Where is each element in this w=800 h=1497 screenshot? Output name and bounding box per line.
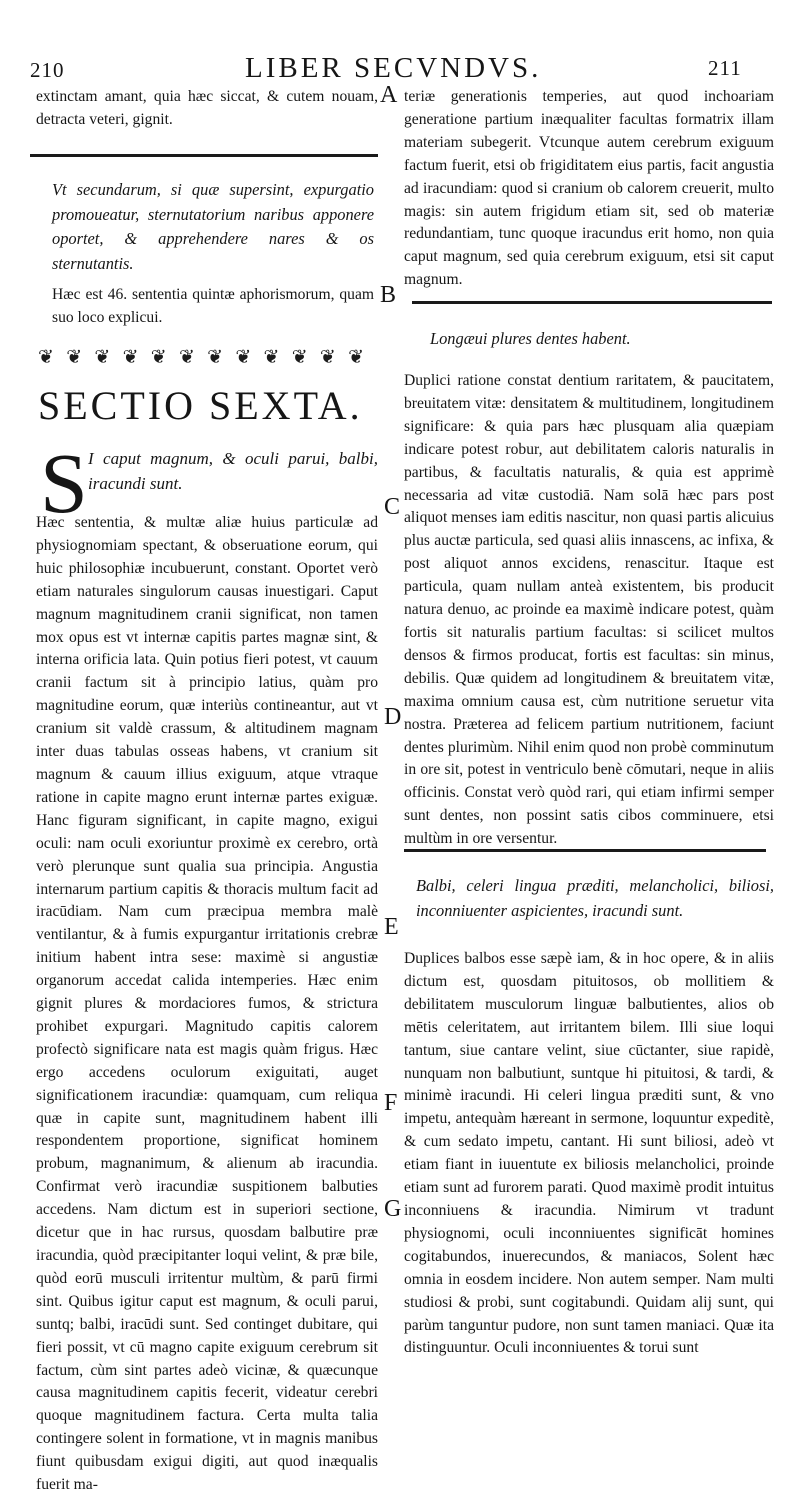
fleuron-icon: ❦ (235, 346, 252, 368)
running-title: LIBER SECVNDVS. (245, 52, 542, 84)
fleuron-icon: ❦ (38, 346, 54, 368)
margin-letter-c: C (384, 494, 401, 520)
margin-letter-b: B (380, 282, 397, 308)
margin-letter-f: F (384, 1090, 398, 1116)
paragraph-balbi: Duplices balbos esse sæpè iam, & in hoc opere, & in aliis dictum est, quosdam pituitosos, ob mollitiem & debilitatem musculorum linguæ balbutientes, alios ob mētis celeritatem, aut irritantem bilem. Illi siue loqui tantum, siue cantare velint, siue cūctanter, siue rapidè, nunquam non balbutiunt, suntque hi pituitosi, & tardi, & minimè iracundi. Hi celeri lingua præditi sunt, & vno impetu, antequàm hæreant in sermone, loquuntur expeditè, & cum sedato impetu, cantant. Hi sunt biliosi, adeò vt etiam fiant in iuuentute ex biliosis melancholici, proinde etiam sunt ad furorem parati. Quod maximè prodit intuitus inconniuens & iracundia. Nimirum vt tradunt physiognomi, oculi inconniuentes significāt homines cogitabundos, inuerecundos, & maniacos, Solent hæc omnia in eosdem incidere. Non autem semper. Nam multi studiosi & probi, sunt cogitabundi. Quidam alij sunt, qui parùm tanguntur pudore, non sunt tamen maniaci. Quæ ita distinguuntur. Oculi inconniuentes & torui sunt (404, 950, 774, 1357)
decorative-ornament-band (38, 344, 364, 370)
heading-balbi: Balbi, celeri lingua præditi, melancholici, biliosi, inconniuenter aspicientes, iracundi sunt. (416, 876, 774, 920)
fleuron-icon: ❦ (319, 346, 336, 368)
fleuron-icon: ❦ (150, 346, 167, 368)
section-title: SECTIO SEXTA. (38, 383, 363, 428)
margin-letter-a: A (380, 82, 398, 108)
fleuron-icon: ❦ (178, 346, 195, 368)
fleuron-icon: ❦ (263, 346, 280, 368)
fleuron-icon: ❦ (207, 346, 224, 368)
commentary-body: Hæc sententia, & multæ aliæ huius particulæ ad physiognomiam spectant, & obseruatione eorum, qui huic philosophiæ incubuerunt, constant. Oportet verò etiam naturales singulorum causas inuestigari. Caput magnum magnitudinem cranii significat, non tamen mox opus est vt internæ capitis partes magnæ sint, & interna orificia lata. Quin potius fieri potest, vt cauum cranii factum sit à principio latius, quàm pro magnitudine eorum, quæ interiùs contineantur, aut vt cranium sit valdè crassum, & altitudinem magnam inter duas tabulas osseas habens, vt cranium sit magnum & cauum illius exiguum, atque vtraque ratione in capite magno erunt internæ partes exiguæ. Hanc figuram significant, in capite magno, exigui oculi: nam oculi exoriuntur proximè ex cerebro, ortà verò plerunque sunt qualia sua principia. Angustia internarum partium capitis & thoracis multum facit ad iracūdiam. Nam cum præcipua membra malè ventilantur, & à fumis expurgantur irritationis crebræ initium habent intra sese: maximè si angustiæ organorum accedat calida intemperies. Hæc enim gignit plures & mordaciores fumos, & strictura prohibet expurgari. Magnitudo capitis calorem profectò significare nata est magis quàm frigus. Hæc ergo accedens oculorum exiguitati, auget significationem iracundiæ: quamquam, cum reliqua quæ in capite sunt, magnitudinem habent illi respondentem proportione, significat hominem probum, magnanimum, & alienum ab iracundia. Confirmat verò iracundiæ suspitionem balbuties accedens. Nam dictum est in superiori sectione, dicetur que in hac rursus, quosdam balbutire præ iracundia, quòd præcipitanter loqui velint, & præ bile, quòd eorū musculi irritentur multùm, & parū firmi sint. Quibus igitur caput est magnum, & oculi parui, suntq; balbi, iracūdi sunt. Sed continget dubitare, qui fieri possit, vt cū magno capite exiguum cerebrum sit factum, cùm sint partes adeò vicinæ, & quæcunque causa magnitudinem capitis fecerit, videatur cerebri quoque magnitudinem factura. Certa multa talia contingere solent in formatione, vt in magnis manibus fiunt quibusdam exigui digiti, aut quod inæqualis fuerit ma- (36, 514, 378, 1494)
drop-capital: S (40, 435, 88, 531)
right-top-continuation: teriæ generationis temperies, aut quod inchoariam generatione partium inæqualiter facultas formatrix illam materiam subegerit. Vtcunque autem cerebrum exiguum factum fuerit, etsi ob frigiditatem eius partis, facit angustia ad iracundiam: quod si cranium ob calorem creuerit, multo magis: sin autem frigidum etiam sit, sed ob materiæ redundantiam, tunc quoque iracundus erit homo, non quia caput magnum, sed quia cerebrum exiguum, etsi sit caput magnum. (404, 88, 774, 289)
margin-letter-e: E (384, 914, 399, 940)
aphorism-note: Hæc est 46. sententia quintæ aphorismorum, quam suo loco explicui. (52, 286, 374, 326)
section-divider-rule (404, 849, 766, 852)
margin-letter-d: D (384, 704, 402, 730)
lemma-text: I caput magnum, & oculi parui, balbi, iracundi sunt. (88, 449, 378, 493)
fleuron-icon: ❦ (122, 346, 139, 368)
section-divider-rule (412, 301, 772, 304)
section-divider-rule (30, 154, 378, 157)
fleuron-icon: ❦ (94, 346, 111, 368)
left-top-continuation: extinctam amant, quia hæc siccat, & cutem nouam, detracta veteri, gignit. (36, 88, 378, 128)
fleuron-icon: ❦ (66, 346, 83, 368)
paragraph-teeth: Duplici ratione constat dentium raritatem, & paucitatem, breuitatem vitæ: densitatem & multitudinem, longitudinem significare: & quia pars hæc plusquam alia quæpiam indicare potest robur, aut debilitatem caloris naturalis in partibus, & facultatis naturalis, & quia est apprimè necessaria ad vitæ custodiā. Nam solā hæc pars post aliquot menses iam editis nascitur, non quasi partis alicuius plus auctæ particula, sed quasi aliis innascens, ac infixa, & post aliquot annos excidens, renascitur. Itaque est particula, quam nullam anteà existentem, bis producit natura denuo, ac proinde ea maximè indicare potest, quàm fortis sit naturalis partium facultas: si scilicet multos densos & firmos producat, fortis est facultas: sin minus, debilis. Quæ quidem ad longitudinem & breuitatem vitæ, maxima omnium causa est, cùm nutritione seruetur vita nostra. Præterea ad felicem partium nutritionem, faciunt dentes plurimùm. Nihil enim quod non probè comminutum in ore sit, potest in ventriculo benè cōmutari, neque in aliis officinis. Constat verò quòd rari, qui etiam infirmi semper sunt dentes, non possint satis cibos comminuere, etsi multùm in ore versentur. (404, 372, 774, 848)
aphorism-heading: Vt secundarum, si quæ supersint, expurgatio promoueatur, sternutatorium naribus apponere oportet, & apprehendere nares & os sternutantis. (52, 180, 374, 273)
left-page-number: 210 (30, 58, 65, 82)
fleuron-icon: ❦ (291, 346, 308, 368)
right-page-number: 211 (708, 56, 742, 80)
margin-letter-g: G (384, 1196, 402, 1222)
heading-longaevi: Longæui plures dentes habent. (430, 329, 631, 348)
fleuron-icon: ❦ (348, 346, 364, 368)
